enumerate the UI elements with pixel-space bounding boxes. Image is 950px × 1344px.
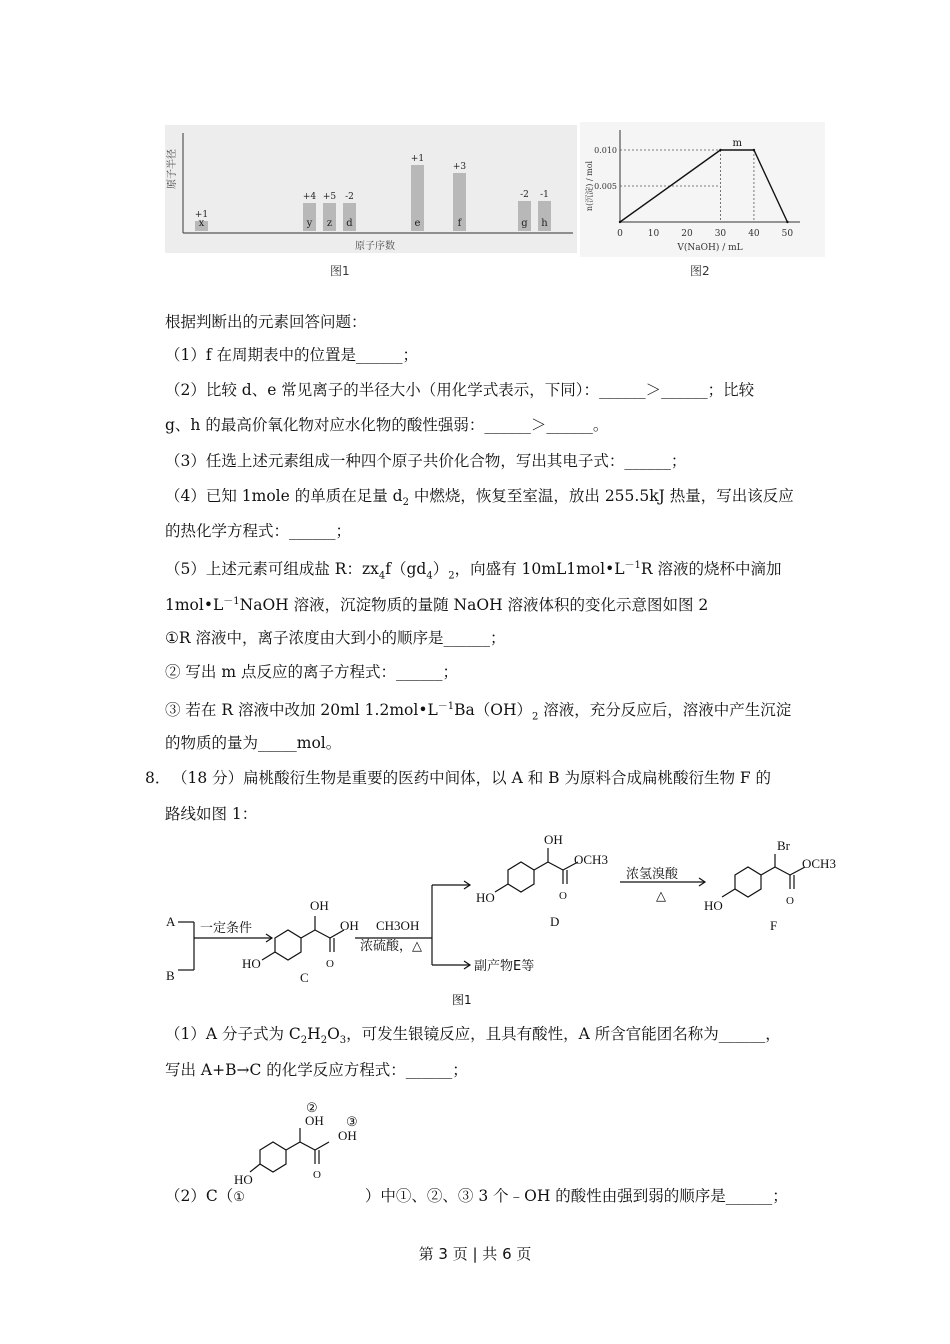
d-och3: OCH3 xyxy=(574,852,608,867)
d-ho: HO xyxy=(476,890,495,905)
fig1-x-label: 原子序数 xyxy=(355,241,395,252)
fig1-bar-valence-e: +1 xyxy=(410,154,425,164)
question-8-line-1: （18 分）扁桃酸衍生物是重要的医药中间体，以 A 和 B 为原料合成扁桃酸衍生物 F 的 xyxy=(172,769,772,787)
fig1-bar-symbol-f: f xyxy=(457,218,462,229)
synthesis-scheme-svg xyxy=(160,830,860,1010)
fig2-point xyxy=(753,149,755,151)
figure-1-svg xyxy=(165,125,577,253)
figure-2-svg xyxy=(580,122,825,257)
c-structure-oh-2: OH xyxy=(305,1113,324,1128)
question-1: （1）f 在周期表中的位置是______； xyxy=(165,346,419,364)
fig1-bar-valence-g: -2 xyxy=(520,190,529,200)
question-3: （3）任选上述元素组成一种四个原子共价化合物，写出其电子式：______； xyxy=(165,452,687,470)
fig2-x-label: V(NaOH) / mL xyxy=(677,243,743,253)
c-structure-carbonyl-o: O xyxy=(313,1169,321,1181)
fig2-x-tick: 20 xyxy=(681,229,693,239)
reactant-a: A xyxy=(166,914,176,929)
compound-c-structure xyxy=(228,1092,378,1197)
fig2-y-tick: 0.010 xyxy=(594,146,617,155)
question-2-line-1: （2）比较 d、e 常见离子的半径大小（用化学式表示，下同）：______＞______；比较 xyxy=(165,381,755,399)
fig1-y-label: 原子半径 xyxy=(167,149,178,189)
fig2-x-tick: 50 xyxy=(781,229,794,239)
fig2-point-m-label: m xyxy=(732,138,742,149)
fig1-bar-valence-x: +1 xyxy=(194,210,209,220)
condition-2b: 浓硫酸，△ xyxy=(360,939,422,954)
question-4-line-2: 的热化学方程式：______； xyxy=(165,522,352,540)
condition-2a: CH3OH xyxy=(376,918,420,933)
fig2-point xyxy=(719,149,721,151)
fig1-bar-symbol-z: z xyxy=(326,218,333,229)
synthesis-scheme xyxy=(160,830,860,1010)
fig1-bar-symbol-d: d xyxy=(346,218,353,229)
compound-f-label: F xyxy=(770,918,778,933)
c-structure-ho: HO xyxy=(234,1172,253,1187)
circled-2: ② xyxy=(306,1100,318,1115)
compound-d-label: D xyxy=(550,914,560,929)
question-5-part-3-line-2: 的物质的量为_____mol。 xyxy=(165,734,342,752)
fig1-bar-symbol-g: g xyxy=(521,218,528,229)
question-5-part-1: ①R 溶液中，离子浓度由大到小的顺序是______； xyxy=(165,629,506,647)
fig1-bar-symbol-x: x xyxy=(198,218,205,229)
fig2-x-tick: 0 xyxy=(617,229,623,239)
question-5-part-2: ② 写出 m 点反应的离子方程式：______； xyxy=(165,663,458,681)
intro-line: 根据判断出的元素回答问题： xyxy=(165,313,367,331)
figure-1-caption: 图1 xyxy=(330,264,350,278)
page-footer: 第 3 页 | 共 6 页 xyxy=(418,1245,532,1263)
c-ho: HO xyxy=(242,956,261,971)
fig1-bar-symbol-h: h xyxy=(541,218,548,229)
f-carbonyl-o: O xyxy=(786,895,794,907)
circled-3: ③ xyxy=(346,1114,358,1129)
d-carbonyl-o: O xyxy=(559,890,567,902)
question-8-part-1-line-2: 写出 A+B→C 的化学反应方程式：______； xyxy=(165,1061,468,1079)
scheme-caption: 图1 xyxy=(452,993,472,1007)
fig1-bar-valence-y: +4 xyxy=(302,192,317,202)
fig1-bar-symbol-e: e xyxy=(414,218,421,229)
fig2-x-tick: 40 xyxy=(748,229,760,239)
f-ho: HO xyxy=(704,898,723,913)
fig1-bar-valence-f: +3 xyxy=(452,162,467,172)
c-oh-2: OH xyxy=(340,918,359,933)
condition-3a: 浓氢溴酸 xyxy=(626,867,679,882)
fig2-point xyxy=(786,221,788,223)
fig1-bar-valence-h: -1 xyxy=(540,190,549,200)
f-och3: OCH3 xyxy=(802,856,836,871)
fig1-bar-symbol-y: y xyxy=(306,218,313,229)
figure-2-panel xyxy=(580,122,825,257)
c-oh-1: OH xyxy=(310,898,329,913)
question-8-part-2: （2）C（① ）中①、②、③ 3 个﹣OH 的酸性由强到弱的顺序是______； xyxy=(165,1187,788,1205)
question-8-part-1-line-1: （1）A 分子式为 $C_2H_2O_3$，可发生银镜反应，且具有酸性，A 所含官能团名称为______， xyxy=(165,1025,781,1047)
question-5-line-2: $1mol•L^{-1}NaOH$ 溶液，沉淀物质的量随 NaOH 溶液体积的变化示意图如图 2 xyxy=(165,596,709,615)
question-8-line-2: 路线如图 1： xyxy=(165,805,258,823)
fig1-bar-valence-d: -2 xyxy=(345,192,354,202)
fig2-y-label: n(沉淀) / mol xyxy=(585,160,594,212)
figure-2-caption: 图2 xyxy=(690,264,710,278)
f-br: Br xyxy=(777,838,790,853)
question-8-number: 8． xyxy=(145,769,171,787)
figure-1-panel xyxy=(165,125,577,253)
reactant-b: B xyxy=(166,968,175,983)
condition-3b: △ xyxy=(656,889,666,904)
condition-1: 一定条件 xyxy=(200,921,253,936)
fig2-y-tick: 0.005 xyxy=(594,182,617,191)
compound-c-label: C xyxy=(300,970,309,985)
c-carbonyl-o: O xyxy=(326,958,334,970)
question-4-line-1: （4）已知 1mole 的单质在足量 $d_2$ 中燃烧，恢复至室温，放出 255.5kJ 热量，写出该反应 xyxy=(165,487,794,509)
question-5-line-1: （5）上述元素可组成盐 R：$zx_4f(gd_4)_2$，向盛有 $10mL1mol•L^{-1}R$ 溶液的烧杯中滴加 xyxy=(165,560,782,582)
d-oh: OH xyxy=(544,832,563,847)
question-2-line-2: g、h 的最高价氧化物对应水化物的酸性强弱：______＞______。 xyxy=(165,416,609,434)
c-structure-oh-3: OH xyxy=(338,1128,357,1143)
question-5-part-3-line-1: ③ 若在 R 溶液中改加 20ml $1.2mol•L^{-1}Ba(OH)_2$ 溶液，充分反应后，溶液中产生沉淀 xyxy=(165,701,792,723)
compound-c-svg xyxy=(228,1092,378,1197)
byproduct-e: 副产物E等 xyxy=(474,959,535,974)
fig1-bar-valence-z: +5 xyxy=(322,192,337,202)
fig2-x-tick: 10 xyxy=(647,229,660,239)
fig2-point xyxy=(619,221,621,223)
fig2-x-tick: 30 xyxy=(714,229,727,239)
